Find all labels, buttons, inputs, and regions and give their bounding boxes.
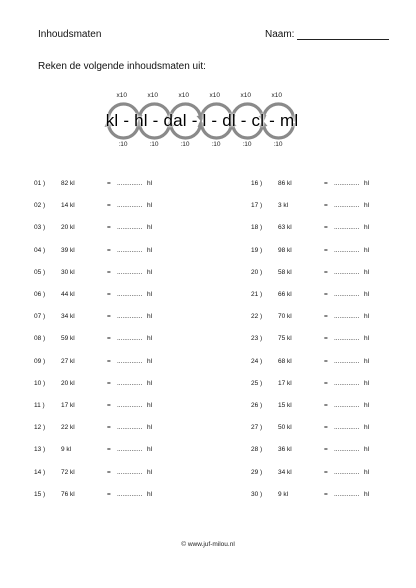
name-underline[interactable]: [297, 29, 389, 40]
unit-l: l: [202, 111, 207, 130]
exercise-number: 21 ): [251, 291, 263, 298]
exercise-number: 08 ): [34, 335, 46, 342]
exercise-number: 15 ): [34, 491, 46, 498]
target-unit: hl: [147, 202, 153, 209]
target-unit: hl: [147, 224, 153, 231]
exercise-value: 30 kl: [61, 269, 75, 276]
multiply-label: x10: [271, 92, 282, 99]
answer-blank[interactable]: ..............: [334, 224, 360, 231]
divide-label: :10: [149, 141, 159, 148]
target-unit: hl: [147, 313, 153, 320]
exercise-number: 14 ): [34, 469, 46, 476]
exercise-value: 9 kl: [61, 446, 72, 453]
exercise-value: 75 kl: [278, 335, 292, 342]
target-unit: hl: [147, 446, 153, 453]
unit-dal: dal: [163, 111, 187, 130]
exercise-value: 58 kl: [278, 269, 292, 276]
exercise-number: 13 ): [34, 446, 46, 453]
target-unit: hl: [147, 424, 153, 431]
answer-blank[interactable]: ..............: [334, 491, 360, 498]
equals-sign: =: [107, 247, 111, 254]
target-unit: hl: [364, 313, 370, 320]
unit-separator: -: [186, 111, 203, 130]
exercise-number: 26 ): [251, 402, 263, 409]
exercise-value: 66 kl: [278, 291, 292, 298]
exercise-value: 27 kl: [61, 358, 75, 365]
answer-blank[interactable]: ..............: [117, 224, 143, 231]
target-unit: hl: [147, 247, 153, 254]
exercise-number: 25 ): [251, 380, 263, 387]
exercise-value: 98 kl: [278, 247, 292, 254]
target-unit: hl: [364, 380, 370, 387]
equals-sign: =: [107, 491, 111, 498]
multiply-label: x10: [116, 92, 127, 99]
answer-blank[interactable]: ..............: [334, 313, 360, 320]
equals-sign: =: [324, 402, 328, 409]
target-unit: hl: [147, 291, 153, 298]
exercise-value: 17 kl: [61, 402, 75, 409]
exercise-number: 22 ): [251, 313, 263, 320]
target-unit: hl: [147, 469, 153, 476]
answer-blank[interactable]: ..............: [117, 491, 143, 498]
exercise-number: 29 ): [251, 469, 263, 476]
exercise-value: 3 kl: [278, 202, 289, 209]
equals-sign: =: [107, 358, 111, 365]
target-unit: hl: [364, 180, 370, 187]
equals-sign: =: [107, 446, 111, 453]
exercise-value: 36 kl: [278, 446, 292, 453]
exercise-value: 68 kl: [278, 358, 292, 365]
equals-sign: =: [324, 269, 328, 276]
unit-hl: hl: [134, 111, 148, 130]
exercise-number: 20 ): [251, 269, 263, 276]
exercise-number: 03 ): [34, 224, 46, 231]
page-title: Inhoudsmaten: [38, 29, 102, 40]
exercise-number: 07 ): [34, 313, 46, 320]
equals-sign: =: [107, 313, 111, 320]
answer-blank[interactable]: ..............: [117, 469, 143, 476]
exercise-number: 18 ): [251, 224, 263, 231]
exercise-value: 34 kl: [61, 313, 75, 320]
divide-label: :10: [180, 141, 190, 148]
equals-sign: =: [324, 380, 328, 387]
divide-label: :10: [273, 141, 283, 148]
exercise-number: 01 ): [34, 180, 46, 187]
exercise-value: 76 kl: [61, 491, 75, 498]
unit-separator: -: [206, 111, 223, 130]
equals-sign: =: [107, 402, 111, 409]
equals-sign: =: [324, 446, 328, 453]
target-unit: hl: [364, 469, 370, 476]
target-unit: hl: [364, 446, 370, 453]
unit-separator: -: [147, 111, 164, 130]
exercise-value: 72 kl: [61, 469, 75, 476]
exercise-number: 19 ): [251, 247, 263, 254]
answer-blank[interactable]: ..............: [334, 247, 360, 254]
unit-conversion-diagram: [94, 88, 310, 154]
multiply-label: x10: [209, 92, 220, 99]
instruction-text: Reken de volgende inhoudsmaten uit:: [38, 61, 206, 72]
name-field[interactable]: [265, 29, 389, 40]
target-unit: hl: [147, 180, 153, 187]
target-unit: hl: [147, 380, 153, 387]
answer-blank[interactable]: ..............: [334, 202, 360, 209]
exercise-number: 04 ): [34, 247, 46, 254]
multiply-label: x10: [178, 92, 189, 99]
answer-blank[interactable]: ..............: [117, 180, 143, 187]
multiply-label: x10: [240, 92, 251, 99]
answer-blank[interactable]: ..............: [117, 446, 143, 453]
answer-blank[interactable]: ..............: [117, 335, 143, 342]
target-unit: hl: [364, 224, 370, 231]
answer-blank[interactable]: ..............: [334, 446, 360, 453]
target-unit: hl: [364, 491, 370, 498]
exercise-number: 27 ): [251, 424, 263, 431]
exercise-number: 16 ): [251, 180, 263, 187]
answer-blank[interactable]: ..............: [334, 469, 360, 476]
equals-sign: =: [324, 491, 328, 498]
unit-kl: kl: [105, 111, 119, 130]
exercise-value: 59 kl: [61, 335, 75, 342]
name-label: Naam:: [265, 29, 295, 40]
exercise-value: 20 kl: [61, 224, 75, 231]
target-unit: hl: [364, 247, 370, 254]
exercise-value: 9 kl: [278, 491, 289, 498]
exercise-number: 30 ): [251, 491, 263, 498]
exercise-value: 82 kl: [61, 180, 75, 187]
answer-blank[interactable]: ..............: [117, 269, 143, 276]
exercise-value: 17 kl: [278, 380, 292, 387]
exercise-number: 17 ): [251, 202, 263, 209]
equals-sign: =: [324, 358, 328, 365]
equals-sign: =: [324, 335, 328, 342]
unit-separator: -: [235, 111, 252, 130]
equals-sign: =: [324, 202, 328, 209]
exercise-value: 14 kl: [61, 202, 75, 209]
answer-blank[interactable]: ..............: [334, 358, 360, 365]
exercise-value: 20 kl: [61, 380, 75, 387]
unit-cl: cl: [251, 111, 265, 130]
answer-blank[interactable]: ..............: [334, 335, 360, 342]
exercise-value: 50 kl: [278, 424, 292, 431]
exercise-value: 22 kl: [61, 424, 75, 431]
answer-blank[interactable]: ..............: [117, 202, 143, 209]
answer-blank[interactable]: ..............: [334, 180, 360, 187]
multiply-label: x10: [147, 92, 158, 99]
answer-blank[interactable]: ..............: [334, 291, 360, 298]
exercise-number: 23 ): [251, 335, 263, 342]
target-unit: hl: [364, 202, 370, 209]
divide-label: :10: [242, 141, 252, 148]
exercise-value: 63 kl: [278, 224, 292, 231]
divide-label: :10: [211, 141, 221, 148]
exercise-number: 11 ): [34, 402, 45, 409]
equals-sign: =: [107, 269, 111, 276]
equals-sign: =: [324, 424, 328, 431]
exercise-value: 86 kl: [278, 180, 292, 187]
answer-blank[interactable]: ..............: [117, 247, 143, 254]
equals-sign: =: [324, 224, 328, 231]
answer-blank[interactable]: ..............: [117, 380, 143, 387]
answer-blank[interactable]: ..............: [334, 380, 360, 387]
target-unit: hl: [364, 402, 370, 409]
unit-separator: -: [118, 111, 135, 130]
exercise-number: 24 ): [251, 358, 263, 365]
footer-copyright: © www.juf-milou.nl: [181, 541, 235, 548]
equals-sign: =: [324, 180, 328, 187]
equals-sign: =: [107, 291, 111, 298]
target-unit: hl: [364, 291, 370, 298]
divide-label: :10: [118, 141, 128, 148]
target-unit: hl: [147, 269, 153, 276]
exercise-number: 06 ): [34, 291, 46, 298]
equals-sign: =: [324, 247, 328, 254]
unit-dl: dl: [222, 111, 236, 130]
equals-sign: =: [324, 291, 328, 298]
equals-sign: =: [107, 224, 111, 231]
unit-chain: [94, 111, 310, 131]
target-unit: hl: [147, 491, 153, 498]
answer-blank[interactable]: ..............: [117, 424, 143, 431]
exercise-value: 15 kl: [278, 402, 292, 409]
exercise-value: 70 kl: [278, 313, 292, 320]
target-unit: hl: [364, 269, 370, 276]
unit-ml: ml: [279, 111, 299, 130]
equals-sign: =: [107, 180, 111, 187]
target-unit: hl: [364, 424, 370, 431]
answer-blank[interactable]: ..............: [334, 269, 360, 276]
equals-sign: =: [107, 335, 111, 342]
answer-blank[interactable]: ..............: [334, 424, 360, 431]
answer-blank[interactable]: ..............: [117, 291, 143, 298]
equals-sign: =: [324, 469, 328, 476]
answer-blank[interactable]: ..............: [117, 313, 143, 320]
answer-blank[interactable]: ..............: [117, 402, 143, 409]
target-unit: hl: [147, 335, 153, 342]
exercise-value: 39 kl: [61, 247, 75, 254]
answer-blank[interactable]: ..............: [117, 358, 143, 365]
unit-separator: -: [264, 111, 280, 130]
answer-blank[interactable]: ..............: [334, 402, 360, 409]
exercise-number: 12 ): [34, 424, 46, 431]
exercise-number: 05 ): [34, 269, 46, 276]
exercise-value: 44 kl: [61, 291, 75, 298]
target-unit: hl: [147, 402, 153, 409]
exercise-number: 09 ): [34, 358, 46, 365]
equals-sign: =: [324, 313, 328, 320]
exercise-value: 34 kl: [278, 469, 292, 476]
target-unit: hl: [364, 335, 370, 342]
target-unit: hl: [147, 358, 153, 365]
exercise-number: 28 ): [251, 446, 263, 453]
target-unit: hl: [364, 358, 370, 365]
exercise-number: 02 ): [34, 202, 46, 209]
equals-sign: =: [107, 424, 111, 431]
equals-sign: =: [107, 380, 111, 387]
exercise-number: 10 ): [34, 380, 46, 387]
equals-sign: =: [107, 202, 111, 209]
equals-sign: =: [107, 469, 111, 476]
